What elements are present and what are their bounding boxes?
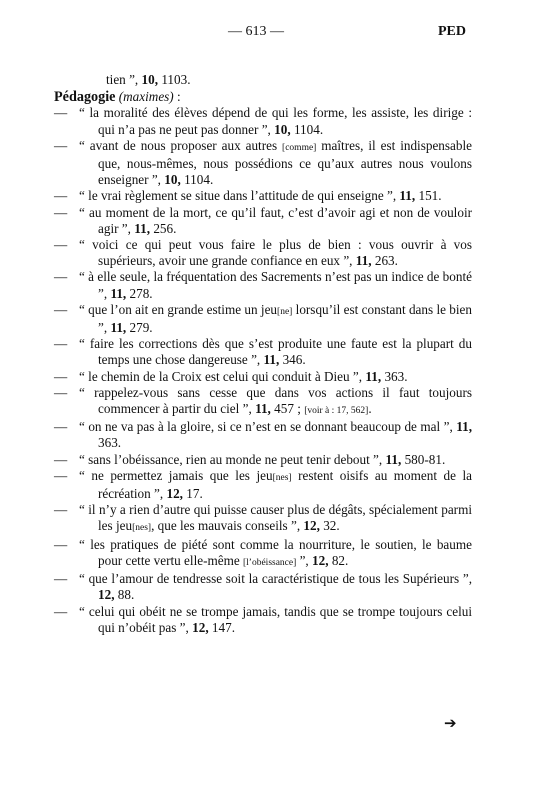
entry-dash: — bbox=[54, 137, 68, 153]
entry-dash: — bbox=[54, 384, 68, 400]
next-page-arrow-icon: ➔ bbox=[444, 716, 457, 732]
index-entry bbox=[54, 302, 472, 336]
entry-text: “ avant de nous proposer aux autres [comme] maîtres, il est indispensable que, nous-mêmes, nous possédions ce qu’aux autres nous voulons enseigner ”, 10, 1104. bbox=[79, 137, 472, 188]
entry-dash: — bbox=[54, 603, 68, 619]
entry-dash: — bbox=[54, 368, 68, 384]
page-header bbox=[0, 24, 540, 44]
index-entry bbox=[54, 369, 472, 385]
index-entry bbox=[54, 385, 472, 419]
index-entry bbox=[54, 419, 472, 451]
continuation-line: tien ”, 10, 1103. bbox=[106, 72, 191, 87]
entry-text: “ sans l’obéissance, rien au monde ne peut tenir debout ”, 11, 580-81. bbox=[79, 451, 446, 467]
entry-text: “ au moment de la mort, ce qu’il faut, c’est d’avoir agi et non de vouloir agir ”, 11, 256. bbox=[79, 204, 472, 236]
heading-term: Pédagogie bbox=[54, 89, 116, 106]
index-heading: Pédagogie (maximes) : bbox=[54, 89, 181, 106]
entry-text: “ ne permettez jamais que les jeu[nes] restent oisifs au moment de la récréation ”, 12, 17. bbox=[79, 467, 472, 502]
page-number: — 613 — bbox=[228, 24, 284, 39]
entry-dash: — bbox=[54, 419, 68, 435]
entry-dash: — bbox=[54, 269, 68, 285]
entry-list bbox=[54, 105, 472, 636]
entry-text: “ voici ce qui peut vous faire le plus de bien : vous ouvrir à vos supérieurs, avoir une grande confiance en eux ”, 11, 263. bbox=[79, 237, 472, 269]
entry-dash: — bbox=[54, 451, 68, 467]
index-entry bbox=[54, 537, 472, 571]
entry-text: “ il n’y a rien d’autre qui puisse causer plus de dégâts, spécialement parmi les jeu[nes], que les mauvais conseils ”, 12, 32. bbox=[79, 502, 472, 534]
entry-text: “ le vrai règlement se situe dans l’attitude de qui enseigne ”, 11, 151. bbox=[79, 188, 442, 204]
entry-text: “ on ne va pas à la gloire, si ce n’est en se donnant beaucoup de mal ”, 11, 363. bbox=[79, 419, 472, 451]
entry-dash: — bbox=[54, 502, 68, 518]
heading-subtitle: (maximes) bbox=[118, 89, 174, 105]
index-entry bbox=[54, 105, 472, 137]
entry-dash: — bbox=[54, 336, 68, 352]
entry-text: “ le chemin de la Croix est celui qui conduit à Dieu ”, 11, 363. bbox=[79, 368, 408, 384]
entry-dash: — bbox=[54, 237, 68, 253]
entry-dash: — bbox=[54, 204, 68, 220]
entry-text: “ celui qui obéit ne se trompe jamais, tandis que se trompe toujours celui qui n’obéit pas ”, 12, 147. bbox=[79, 603, 472, 635]
index-entry bbox=[54, 237, 472, 269]
entry-text: “ que l’amour de tendresse soit la caractéristique de tous les Supérieurs ”, 12, 88. bbox=[79, 571, 472, 603]
entry-dash: — bbox=[54, 536, 68, 552]
entry-dash: — bbox=[54, 188, 68, 204]
index-entry bbox=[54, 468, 472, 502]
index-entry bbox=[54, 502, 472, 536]
index-entry bbox=[54, 336, 472, 368]
index-entry bbox=[54, 188, 472, 204]
index-entry bbox=[54, 269, 472, 301]
entry-text: “ faire les corrections dès que s’est produite une faute est la plupart du temps une chose dangereuse ”, 11, 346. bbox=[79, 336, 472, 368]
index-entry bbox=[54, 138, 472, 189]
entry-dash: — bbox=[54, 571, 68, 587]
entry-dash: — bbox=[54, 467, 68, 483]
index-entry bbox=[54, 452, 472, 468]
section-label: PED bbox=[438, 24, 466, 39]
entry-text: “ la moralité des élèves dépend de qui les forme, les assiste, les dirige : qui n’a pas ne peut pas donner ”, 10, 1104. bbox=[79, 105, 472, 137]
index-entry bbox=[54, 205, 472, 237]
index-entry bbox=[54, 604, 472, 636]
entry-dash: — bbox=[54, 105, 68, 121]
entry-text: “ que l’on ait en grande estime un jeu[ne] lorsqu’il est constant dans le bien ”, 11, 279. bbox=[79, 301, 472, 336]
entry-text: “ les pratiques de piété sont comme la nourriture, le soutien, le baume pour cette vertu elle-même [l’obéissance] ”, 12, 82. bbox=[79, 536, 472, 568]
entry-text: “ rappelez-vous sans cesse que dans vos actions il faut toujours commencer à partir du ciel ”, 11, 457 ; [voir à : 17, 562]. bbox=[79, 384, 472, 417]
index-entry bbox=[54, 571, 472, 603]
entry-dash: — bbox=[54, 301, 68, 317]
index-content bbox=[54, 72, 472, 636]
entry-text: “ à elle seule, la fréquentation des Sacrements n’est pas un indice de bonté ”, 11, 278. bbox=[79, 269, 472, 301]
